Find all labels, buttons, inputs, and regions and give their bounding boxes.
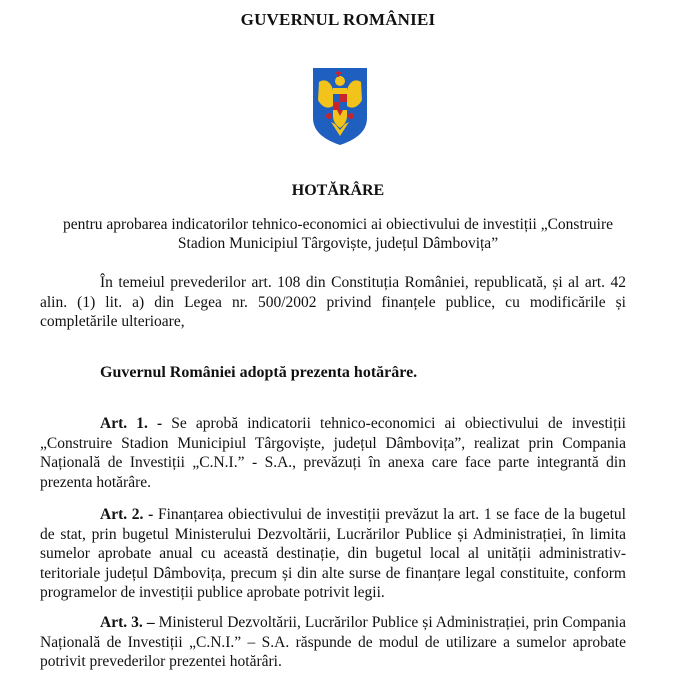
document-subtitle: pentru aprobarea indicatorilor tehnico-economici ai obiectivului de investiții „Construire Stadion Municipiul Târgoviște, județul Dâmbovița” bbox=[62, 216, 614, 252]
adoption-statement: Guvernul României adoptă prezenta hotărâre. bbox=[100, 364, 418, 381]
article-label: Art. 2. - bbox=[100, 506, 154, 523]
article-text: Ministerul Dezvoltării, Lucrărilor Publice și Administrației, prin Compania Națională de Investiții „C.N.I.” – S.A. răspunde de modul de utilizare a sumelor aprobate potrivit prevederilor prezentei hotărâri. bbox=[40, 614, 626, 670]
article-label: Art. 1. - bbox=[100, 415, 163, 432]
article-3 bbox=[40, 613, 626, 672]
romania-coat-of-arms-icon bbox=[311, 66, 369, 146]
document-type-title: HOTĂRÂRE bbox=[291, 182, 385, 199]
institution-heading: GUVERNUL ROMÂNIEI bbox=[240, 10, 436, 29]
article-text: Se aprobă indicatorii tehnico-economici ai obiectivului de investiții „Construire Stadion Municipiul Târgoviște, județul Dâmbovița”, realizat prin Compania Națională de Investiții „C.N.I.” - S.A., prevăzuți în anexa care face parte integrantă din prezenta hotărâre. bbox=[40, 415, 626, 491]
preamble-text: În temeiul prevederilor art. 108 din Constituția României, republicată, și al art. 42 alin. (1) lit. a) din Legea nr. 500/2002 privind finanțele publice, cu modificările și completările ulterioare, bbox=[40, 274, 626, 330]
article-text: Finanțarea obiectivului de investiții prevăzut la art. 1 se face de la bugetul de stat, prin bugetul Ministerului Dezvoltării, Lucrărilor Publice și Administrației, în limita sumelor aprobate anual cu această destinație, din bugetul local al unității administrativ-teritoriale județul Dâmbovița, precum și din alte surse de finanțare legal constituite, conform programelor de investiții publice aprobate potrivit legii. bbox=[40, 506, 626, 601]
article-1 bbox=[40, 414, 626, 492]
article-label: Art. 3. – bbox=[100, 614, 155, 631]
article-2 bbox=[40, 505, 626, 603]
legal-preamble bbox=[40, 273, 626, 332]
